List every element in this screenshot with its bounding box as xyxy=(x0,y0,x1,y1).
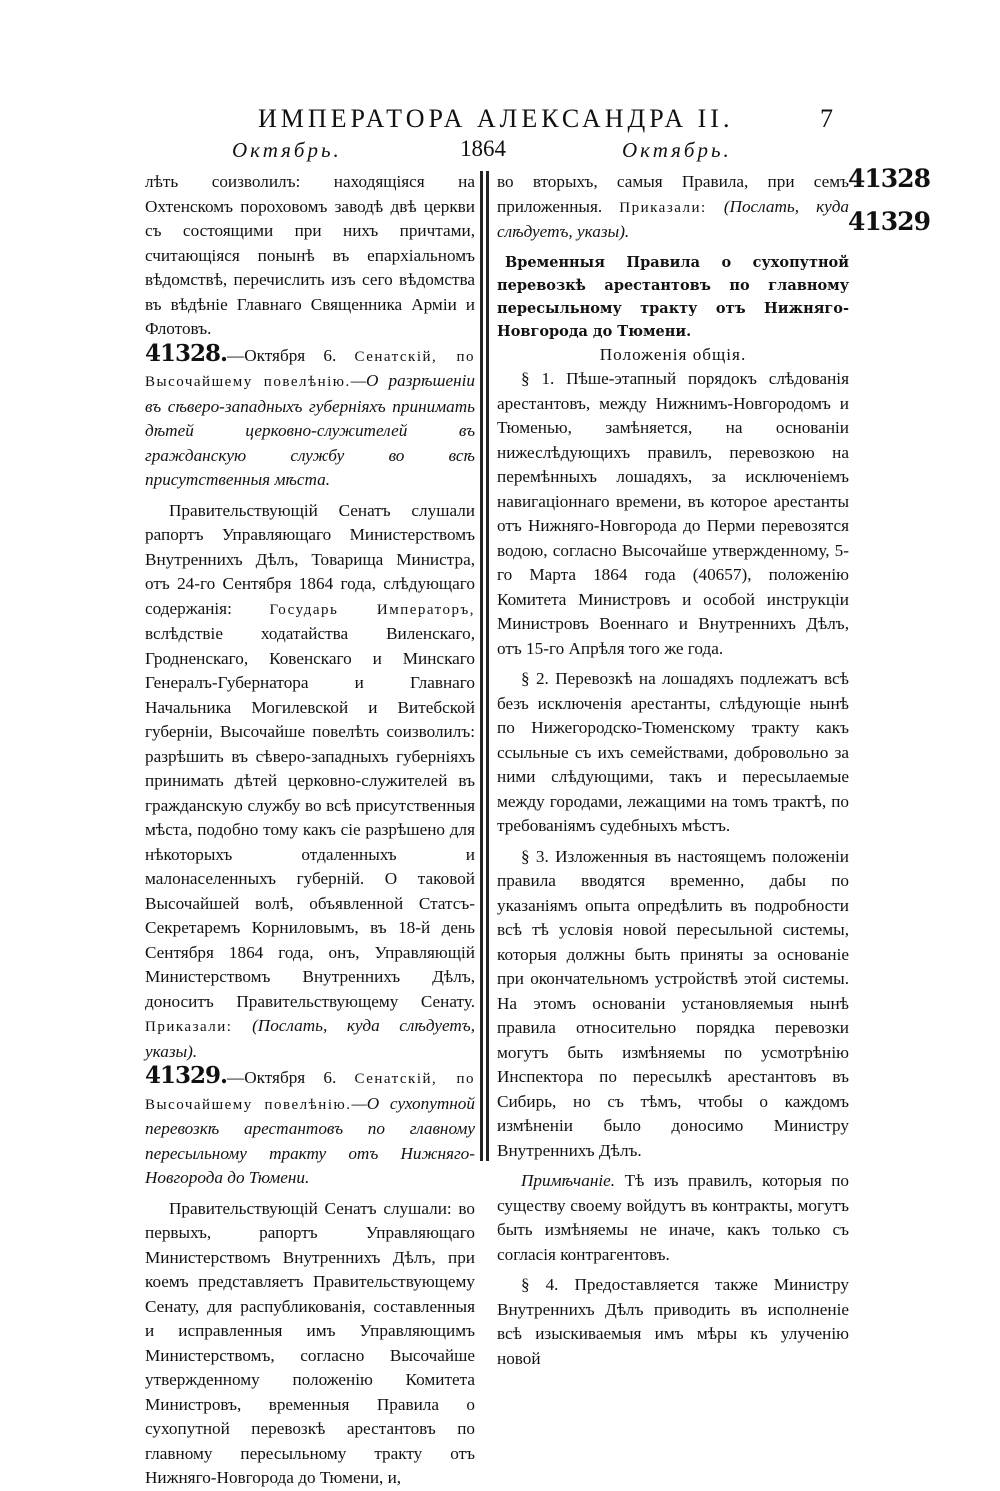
text: Правительствующій Сенатъ слушали рапортъ Управляющаго Министерствомъ Внутреннихъ Дѣлъ, Товарища Министра, отъ 24-го Сентября 1864 года, слѣдующаго содержанія: xyxy=(145,500,475,618)
margin-number-41328: 41328 xyxy=(848,164,930,193)
section-heading: Временныя Правила о сухопутной перевозкѣ арестантовъ по главному пересыльному тракту отъ Нижняго-Новгорода до Тюмени. xyxy=(497,253,849,340)
month-left: Октябрь. xyxy=(232,138,342,162)
page-number: 7 xyxy=(820,104,833,133)
section-1: § 1. Пѣше-этапный порядокъ слѣдованія арестантовъ, между Нижнимъ-Новгородомъ и Тюменью, замѣняется, на основаніи нижеслѣдующихъ правилъ, перевозкою на перемѣнныхъ лошадяхъ, за исключеніемъ навигаціоннаго времени, въ которое арестанты отъ Нижняго-Новгорода до Перми перевозятся водою, согласно Высочайше утвержденному, 5-го Марта 1864 года (40657), положенію Комитета Министровъ и особой инструкціи Министровъ Военнаго и Внутреннихъ Дѣлъ, отъ 15-го Апрѣля того же года. xyxy=(497,369,849,658)
note-text: Тѣ изъ правилъ, которыя по существу своему войдутъ въ контракты, могутъ быть измѣняемы не иначе, какъ только съ согласія контрагентовъ. xyxy=(497,1171,850,1264)
note xyxy=(497,1169,849,1267)
subheading: Положенія общія. xyxy=(599,344,747,364)
section-3: § 3. Изложенныя въ настоящемъ положеніи правила вводятся временно, дабы по указаніямъ опыта опредѣлить въ подробности всѣ тѣ условія новой пересыльной системы, которыя должны быть приняты за основаніе при окончательномъ устройствѣ этой системы. На этомъ основаніи установляемыя нынѣ правила относительно порядка перевозки могутъ быть измѣняемы по усмотрѣнію Инспектора по пересылкѣ арестантовъ въ Сибирь, но съ тѣмъ, чтобы о каждомъ измѣненіи было доносимо Министру Внутреннихъ Дѣлъ. xyxy=(497,846,849,1160)
text-smallcaps: Приказали: xyxy=(619,199,707,216)
law-title: —О сухопутной перевозкѣ арестантовъ по главному пересыльному тракту отъ Нижняго-Новгорода до Тюмени. xyxy=(145,1093,475,1187)
paragraph xyxy=(145,499,475,1065)
note-label: Примѣчаніе. xyxy=(521,1171,616,1190)
law-date: —Октября 6. xyxy=(227,1068,337,1087)
text-smallcaps: Приказали: xyxy=(145,1019,233,1035)
paragraph: лѣть соизволилъ: находящіяся на Охтенскомъ пороховомъ заводѣ двѣ церкви съ состоящими при нихъ причтами, считающіяся понынѣ въ епархіальномъ вѣдомствѣ, перечислить изъ сего вѣдомства въ вѣдѣніе Главнаго Священника Арміи и Флотовъ. xyxy=(145,172,475,338)
law-entry-41328 xyxy=(145,339,475,493)
text-italic: (Послать, куда слѣдуетъ, указы). xyxy=(145,1016,476,1061)
year: 1864 xyxy=(460,136,506,161)
section-2: § 2. Перевозкѣ на лошадяхъ подлежатъ всѣ безъ исключенія арестанты, слѣдующіе нынѣ по Нижегородско-Тюменскому тракту какъ ссыльные съ ихъ семействами, добровольно за ними слѣдующими, такъ и пересылаемые между городами, лежащими на томъ трактѣ, по требованіямъ судебныхъ мѣстъ. xyxy=(497,669,849,835)
text-italic: (Послать, куда слѣдуетъ, указы). xyxy=(497,196,850,241)
law-entry-41329 xyxy=(145,1064,475,1191)
law-number: 41329. xyxy=(145,1062,228,1089)
law-date: —Октября 6. xyxy=(227,345,337,365)
left-column xyxy=(145,170,475,1491)
law-source: Сенатскій, по Высочайшему повелѣнію. xyxy=(145,348,475,390)
margin-number-41329: 41329 xyxy=(848,207,930,236)
text-smallcaps: Государь Императоръ, xyxy=(269,601,476,618)
text: вслѣдствіе ходатайства Виленскаго, Гродненскаго, Ковенскаго и Минскаго Генералъ-Губернатора и Главнаго Начальника Могилевской и Витебской губерніи, Высочайше повелѣть соизволилъ: разрѣшить въ сѣверо-западныхъ губерніяхъ принимать дѣтей церковно-служителей въ гражданскую службу во всѣ присутственныя мѣста, подобно тому какъ сіе разрѣшено для нѣкоторыхъ отдаленныхъ и малонаселенныхъ губерній. О таковой Высочайшей волѣ, объявленной Статсъ-Секретаремъ Корниловымъ, въ 18-й день Сентября 1864 года, онъ, Управляющій Министерствомъ Внутреннихъ Дѣлъ, доноситъ Правительствующему Сенату. xyxy=(145,624,475,1011)
law-number: 41328. xyxy=(145,339,228,367)
right-column xyxy=(497,170,849,1371)
section-4: § 4. Предоставляется также Министру Внутреннихъ Дѣлъ приводить въ исполненіе всѣ изыскиваемыя имъ мѣры къ улученію новой xyxy=(497,1275,849,1368)
page-title: ИМПЕРАТОРА АЛЕКСАНДРА II. xyxy=(258,104,734,133)
paragraph xyxy=(497,170,849,245)
paragraph: Правительствующій Сенатъ слушали: во первыхъ, рапортъ Управляющаго Министерствомъ Внутреннихъ Дѣлъ, при коемъ представляетъ Правительствующему Сенату, для распубликованія, составленныя и исправленныя имъ Управляющимъ Министерствомъ, согласно Высочайше утвержденному положенію Комитета Министровъ, временныя Правила о сухопутной перевозкѣ арестантовъ по главному пересыльному тракту отъ Нижняго-Новгорода до Тюмени, и, xyxy=(145,1198,475,1487)
column-divider-line xyxy=(486,171,489,1161)
column-divider-line xyxy=(480,171,483,1161)
law-source: Сенатскій, по Высочайшему повелѣнію. xyxy=(145,1071,475,1113)
text: во вторыхъ, самыя Правила, при семъ приложенныя. xyxy=(497,172,849,216)
law-title: —О разрѣшеніи въ сѣверо-западныхъ губерніяхъ принимать дѣтей церковно-служителей въ гражданскую службу во всѣ присутственныя мѣста. xyxy=(145,371,475,489)
month-right: Октябрь. xyxy=(622,138,732,162)
